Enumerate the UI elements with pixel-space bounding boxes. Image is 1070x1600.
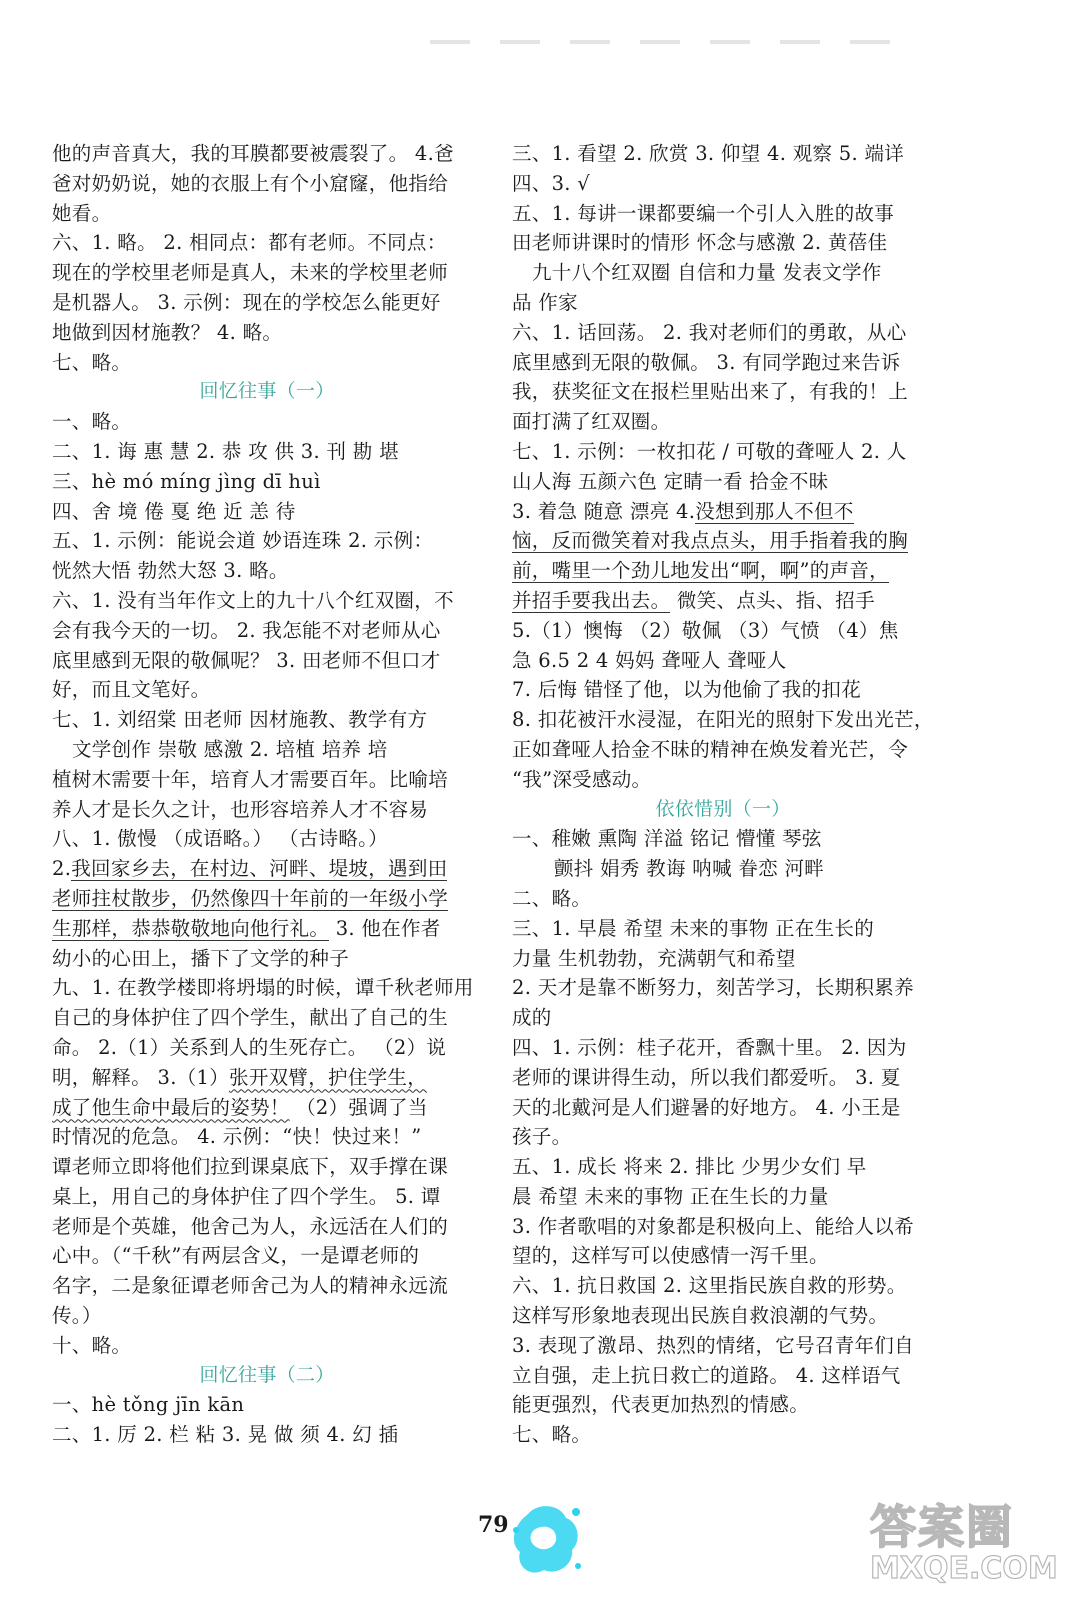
text: 她看。 [52, 201, 112, 225]
text: 六、1. 没有当年作文上的九十八个红双圈，不 [52, 588, 454, 612]
answer-line [512, 348, 934, 378]
text: 二、1. 厉 2. 栏 粘 3. 晃 做 须 4. 幻 插 [52, 1423, 399, 1447]
answer-line [52, 795, 482, 825]
answer-line [512, 675, 934, 705]
answer-line [512, 1122, 934, 1152]
text: 2. [52, 857, 72, 881]
answer-line [512, 1003, 934, 1033]
text: 力量 生机勃勃，充满朝气和希望 [512, 946, 796, 970]
answer-line [512, 884, 934, 914]
answer-line [512, 377, 934, 407]
answer-line [52, 884, 482, 914]
text: 六、1. 抗日救国 2. 这里指民族自救的形势。 [512, 1274, 907, 1298]
text: 十、略。 [52, 1333, 132, 1357]
text: “我”深受感动。 [512, 767, 652, 791]
underlined-text: 前，嘴里一个劲儿地发出“啊，啊”的声音， [512, 559, 889, 583]
answer-line [512, 616, 934, 646]
text: 立自强，走上抗日救亡的道路。 4. 这样语气 [512, 1363, 901, 1387]
text: 5.（1）懊悔 （2）敬佩 （3）气愤 （4）焦 [512, 618, 899, 642]
text: 七、1. 刘绍棠 田老师 因材施教、教学有方 [52, 708, 428, 732]
answer-line [512, 1182, 934, 1212]
wavy-underlined-text: 成了他生命中最后的姿势！ [52, 1095, 290, 1119]
text: （2）强调了当 [289, 1095, 428, 1119]
answer-line [512, 526, 934, 556]
text: 一、略。 [52, 410, 132, 434]
answer-line [512, 1152, 934, 1182]
answer-line [512, 1361, 934, 1391]
answer-line [52, 1241, 482, 1271]
watermark-url: MXQE.COM [870, 1551, 1058, 1586]
underlined-text: 恼，反而微笑着对我点点头，用手指着我的胸 [512, 529, 909, 553]
wavy-underlined-text: 张开双臂，护住学生， [229, 1065, 428, 1089]
answer-line [512, 497, 934, 527]
text: 2. 天才是靠不断努力，刻苦学习，长期积累养 [512, 976, 914, 1000]
text: 一、hè tǒng jīn kān [52, 1393, 245, 1417]
text: 六、1. 话回荡。 2. 我对老师们的勇敢，从心 [512, 320, 907, 344]
answer-line [512, 765, 934, 795]
text: 成的 [512, 1006, 552, 1030]
answer-line [52, 228, 482, 258]
answer-line [52, 765, 482, 795]
text: 3. 作者歌唱的对象都是积极向上、能给人以希 [512, 1214, 914, 1238]
text: 回忆往事（一） [199, 380, 335, 403]
answer-line [52, 1212, 482, 1242]
answer-line [512, 646, 934, 676]
answer-line [52, 199, 482, 229]
text: 爸对奶奶说，她的衣服上有个小窟窿，他指给 [52, 171, 449, 195]
answer-line [52, 1063, 482, 1093]
text: 养人才是长久之计，也形容培养人才不容易 [52, 797, 429, 821]
answer-line [512, 1241, 934, 1271]
text: 名字，二是象征谭老师舍己为人的精神永远流 [52, 1274, 449, 1298]
text: 好，而且文笔好。 [52, 678, 211, 702]
text: 面打满了红双圈。 [512, 410, 671, 434]
text: 老师的课讲得生动，所以我们都爱听。 3. 夏 [512, 1065, 901, 1089]
answer-line [512, 586, 934, 616]
text: 五、1. 每讲一课都要编一个引人入胜的故事 [512, 201, 895, 225]
top-scan-line [430, 40, 910, 44]
left-column [52, 139, 482, 1450]
answer-line [52, 1093, 482, 1123]
text: 三、1. 看望 2. 欣赏 3. 仰望 4. 观察 5. 端详 [512, 142, 905, 165]
answer-line [512, 169, 934, 199]
text: 传。） [52, 1304, 102, 1328]
answer-line [512, 914, 934, 944]
text: 三、1. 早晨 希望 未来的事物 正在生长的 [512, 916, 874, 940]
right-column [512, 139, 934, 1450]
text: 田老师讲课时的情形 怀念与感激 2. 黄蓓佳 [512, 231, 888, 255]
text: 3. 他在作者 [329, 916, 441, 940]
answer-line [52, 824, 482, 854]
answer-line [52, 586, 482, 616]
underlined-text: 老师拄杖散步，仍然像四十年前的一年级小学 [52, 886, 449, 910]
answer-line [512, 1033, 934, 1063]
text: 能更强烈，代表更加热烈的情感。 [512, 1393, 810, 1417]
answer-line [52, 1152, 482, 1182]
answer-line [52, 735, 482, 765]
text: 恍然大悟 勃然大怒 3. 略。 [52, 559, 289, 583]
answer-line [52, 616, 482, 646]
text: 自己的身体护住了四个学生，献出了自己的生 [52, 1006, 449, 1030]
underlined-text: 并招手要我出去。 [512, 588, 671, 612]
answer-line [52, 1420, 482, 1450]
underlined-text: 没想到那人不但不 [695, 499, 854, 523]
answer-line [512, 1093, 934, 1123]
section-title [52, 377, 482, 407]
text: 现在的学校里老师是真人，未来的学校里老师 [52, 261, 449, 285]
text: 依依惜别（一） [655, 797, 791, 820]
answer-line [52, 169, 482, 199]
text: 心中。（“千秋”有两层含义，一是谭老师的 [52, 1244, 420, 1268]
text: 四、舍 境 倦 戛 绝 近 恙 待 [52, 499, 296, 523]
answer-line [512, 1390, 934, 1420]
answer-line [52, 914, 482, 944]
text: 时情况的危急。 4. 示例：“快！快过来！” [52, 1125, 422, 1149]
section-title [52, 1361, 482, 1391]
answer-line [52, 258, 482, 288]
underlined-text: 生那样，恭恭敬敬地向他行礼。 [52, 916, 330, 940]
text: 他的声音真大，我的耳膜都要被震裂了。 4.爸 [52, 142, 454, 165]
answer-line [512, 407, 934, 437]
text: 七、略。 [512, 1423, 592, 1447]
text: 我，获奖征文在报栏里贴出来了，有我的！上 [512, 380, 909, 404]
text: 九、1. 在教学楼即将坍塌的时候，谭千秋老师用 [52, 976, 474, 1000]
answer-line [512, 288, 934, 318]
text: 急 6.5 2 4 妈妈 聋哑人 聋哑人 [512, 648, 787, 672]
text: 四、3. √ [512, 171, 591, 195]
text: 地做到因材施教？ 4. 略。 [52, 320, 283, 344]
text: 幼小的心田上，播下了文学的种子 [52, 946, 350, 970]
answer-line [52, 854, 482, 884]
text: 八、1. 傲慢 （成语略。） （古诗略。） [52, 827, 389, 851]
text: 天的北戴河是人们避暑的好地方。 4. 小王是 [512, 1095, 901, 1119]
answer-line [512, 854, 934, 884]
page-number: 79 [478, 1512, 509, 1538]
answer-line [512, 1301, 934, 1331]
answer-line [512, 556, 934, 586]
answer-line [52, 467, 482, 497]
answer-line [512, 973, 934, 1003]
answer-line [52, 139, 482, 169]
text: 命。 2.（1）关系到人的生死存亡。 （2）说 [52, 1035, 447, 1059]
answer-line [52, 1331, 482, 1361]
answer-line [52, 288, 482, 318]
text: 一、稚嫩 熏陶 洋溢 铭记 懵懂 琴弦 [512, 827, 822, 851]
answer-line [512, 467, 934, 497]
text: 微笑、点头、指、招手 [670, 588, 875, 612]
text: 颤抖 娟秀 教诲 呐喊 眷恋 河畔 [554, 857, 825, 881]
answer-line [512, 1271, 934, 1301]
answer-line [512, 228, 934, 258]
answer-line [52, 526, 482, 556]
answer-line [52, 407, 482, 437]
answer-line [52, 1390, 482, 1420]
answer-line [52, 1301, 482, 1331]
text: 山人海 五颜六色 定睛一看 拾金不昧 [512, 469, 829, 493]
answer-line [512, 1420, 934, 1450]
text: 谭老师立即将他们拉到课桌底下，双手撑在课 [52, 1155, 449, 1179]
text: 底里感到无限的敬佩。 3. 有同学跑过来告诉 [512, 350, 901, 374]
text: 明，解释。 3.（1） [52, 1065, 230, 1089]
text: 晨 希望 未来的事物 正在生长的力量 [512, 1184, 829, 1208]
answer-line [52, 944, 482, 974]
answer-line [512, 199, 934, 229]
text: 二、1. 诲 惠 慧 2. 恭 攻 供 3. 刊 勘 堪 [52, 439, 399, 463]
text: 文学创作 崇敬 感激 2. 培植 培养 培 [72, 737, 388, 761]
answer-line [52, 705, 482, 735]
answer-line [512, 139, 934, 169]
answer-line [52, 1003, 482, 1033]
ink-blot-decoration [508, 1500, 584, 1580]
text: 回忆往事（二） [199, 1363, 335, 1386]
text: 底里感到无限的敬佩呢？ 3. 田老师不但口才 [52, 648, 441, 672]
watermark-logo: 答案圈 [870, 1500, 1014, 1554]
text: 植树木需要十年，培育人才需要百年。比喻培 [52, 767, 449, 791]
text: 会有我今天的一切。 2. 我怎能不对老师从心 [52, 618, 441, 642]
answer-line [52, 348, 482, 378]
answer-line [512, 1063, 934, 1093]
text: 老师是个英雄，他舍己为人，永远活在人们的 [52, 1214, 449, 1238]
answer-line [52, 973, 482, 1003]
answer-line [512, 824, 934, 854]
answer-line [52, 497, 482, 527]
answer-line [512, 1212, 934, 1242]
answer-line [512, 318, 934, 348]
text: 望的，这样写可以使感情一泻千里。 [512, 1244, 829, 1268]
answer-line [512, 1331, 934, 1361]
answer-line [52, 437, 482, 467]
text: 8. 扣花被汗水浸湿，在阳光的照射下发出光芒， [512, 708, 934, 732]
text: 桌上，用自己的身体护住了四个学生。 5. 谭 [52, 1184, 441, 1208]
watermark [870, 1502, 1056, 1592]
text: 3. 表现了激昂、热烈的情绪，它号召青年们自 [512, 1333, 914, 1357]
text: 这样写形象地表现出民族自救浪潮的气势。 [512, 1304, 889, 1328]
answer-line [512, 258, 934, 288]
answer-line [512, 944, 934, 974]
text: 四、1. 示例：桂子花开，香飘十里。 2. 因为 [512, 1035, 907, 1059]
text: 品 作家 [512, 290, 578, 314]
answer-line [52, 1033, 482, 1063]
text: 九十八个红双圈 自信和力量 发表文学作 [532, 261, 882, 285]
answer-line [52, 1182, 482, 1212]
text: 7. 后悔 错怪了他，以为他偷了我的扣花 [512, 678, 862, 702]
answer-line [512, 735, 934, 765]
text: 孩子。 [512, 1125, 572, 1149]
text: 三、hè mó míng jìng dī huì [52, 469, 321, 493]
text: 3. 着急 随意 漂亮 4. [512, 499, 696, 523]
text: 是机器人。 3. 示例：现在的学校怎么能更好 [52, 290, 441, 314]
text: 七、1. 示例：一枚扣花 / 可敬的聋哑人 2. 人 [512, 439, 907, 463]
answer-line [512, 437, 934, 467]
answer-line [52, 646, 482, 676]
answer-line [52, 675, 482, 705]
underlined-text: 我回家乡去，在村边、河畔、堤坡，遇到田 [71, 857, 448, 881]
answer-line [52, 556, 482, 586]
text: 六、1. 略。 2. 相同点：都有老师。不同点： [52, 231, 447, 255]
text: 二、略。 [512, 886, 592, 910]
text: 七、略。 [52, 350, 132, 374]
text: 正如聋哑人拾金不昧的精神在焕发着光芒，令 [512, 737, 909, 761]
answer-line [52, 1271, 482, 1301]
answer-line [512, 705, 934, 735]
answer-line [52, 1122, 482, 1152]
section-title [512, 795, 934, 825]
text: 五、1. 示例：能说会道 妙语连珠 2. 示例： [52, 529, 434, 553]
answer-line [52, 318, 482, 348]
text: 五、1. 成长 将来 2. 排比 少男少女们 早 [512, 1155, 867, 1179]
